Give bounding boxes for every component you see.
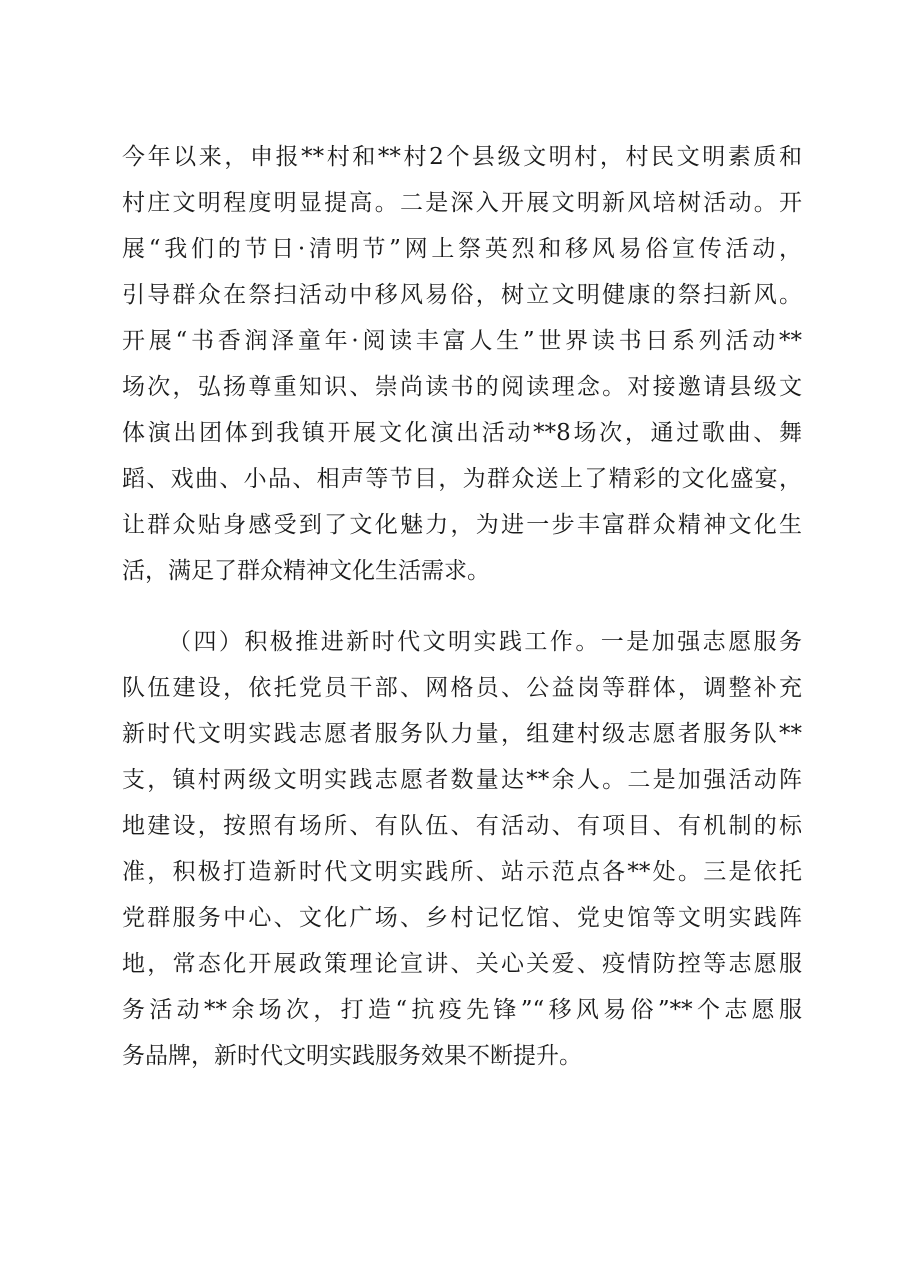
text-line: 队伍建设，依托党员干部、网格员、公益岗等群体，调整补充 xyxy=(122,675,802,701)
text-line: 务活动**余场次，打造“抗疫先锋”“移风易俗”**个志愿服 xyxy=(122,997,802,1023)
text-line: 准，积极打造新时代文明实践所、站示范点各**处。三是依托 xyxy=(122,859,802,885)
text-line: 新时代文明实践志愿者服务队力量，组建村级志愿者服务队** xyxy=(122,721,802,747)
text-line: 蹈、戏曲、小品、相声等节目，为群众送上了精彩的文化盛宴， xyxy=(122,466,802,492)
text-line: 地建设，按照有场所、有队伍、有活动、有项目、有机制的标 xyxy=(122,813,802,839)
text-line: 展“我们的节日·清明节”网上祭英烈和移风易俗宣传活动， xyxy=(122,236,802,262)
text-line: 体演出团体到我镇开展文化演出活动**8场次，通过歌曲、舞 xyxy=(122,420,802,446)
text-line: 支，镇村两级文明实践志愿者数量达**余人。二是加强活动阵 xyxy=(122,767,802,793)
text-line: 村庄文明程度明显提高。二是深入开展文明新风培树活动。开 xyxy=(122,190,802,216)
text-line: 让群众贴身感受到了文化魅力，为进一步丰富群众精神文化生 xyxy=(122,512,802,538)
text-line: 务品牌，新时代文明实践服务效果不断提升。 xyxy=(122,1043,582,1069)
text-line: 开展“书香润泽童年·阅读丰富人生”世界读书日系列活动** xyxy=(122,328,802,354)
text-line: 地，常态化开展政策理论宣讲、关心关爱、疫情防控等志愿服 xyxy=(122,951,802,977)
text-line: 党群服务中心、文化广场、乡村记忆馆、党史馆等文明实践阵 xyxy=(122,905,802,931)
text-line: 引导群众在祭扫活动中移风易俗，树立文明健康的祭扫新风。 xyxy=(122,282,802,308)
paragraph-heading-line: （四）积极推进新时代文明实践工作。一是加强志愿服务 xyxy=(168,629,802,655)
text-line: 活，满足了群众精神文化生活需求。 xyxy=(122,558,490,584)
text-line: 今年以来，申报**村和**村2个县级文明村，村民文明素质和 xyxy=(122,144,802,170)
text-line: 场次，弘扬尊重知识、崇尚读书的阅读理念。对接邀请县级文 xyxy=(122,374,802,400)
